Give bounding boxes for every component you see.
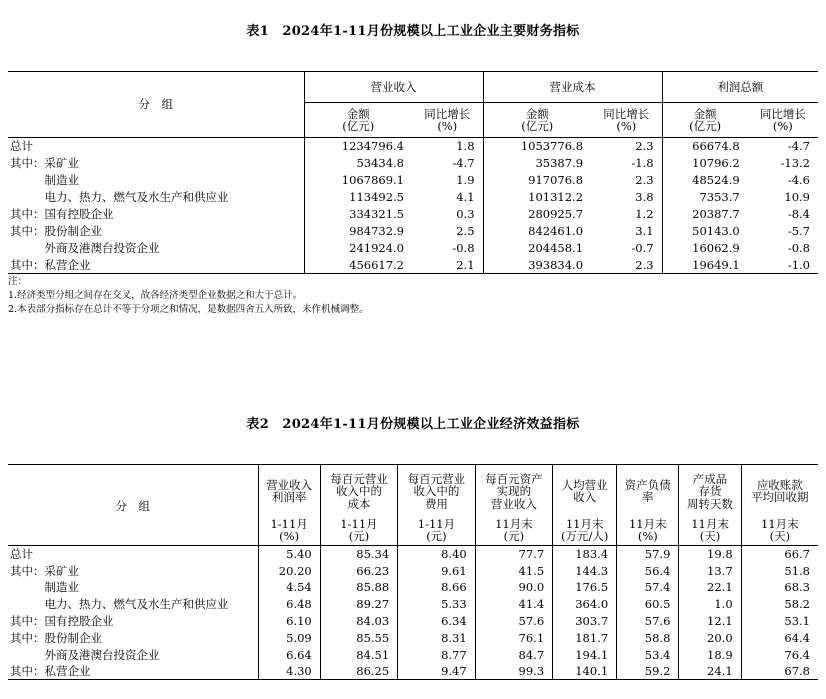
value-cell: 842461.0: [483, 223, 591, 240]
cost-header: 营业成本: [483, 72, 662, 103]
value-cell: 1.9: [456, 173, 475, 187]
indicator-header: 营业收入 利润率: [258, 465, 320, 516]
indicator-header: 资产负债 率: [617, 465, 679, 516]
value-cell: 4.1: [456, 190, 475, 204]
value-cell: 76.1: [475, 629, 552, 646]
value-cell: 57.4: [617, 579, 679, 596]
unit-subheader: 11月末 (万元/人): [553, 516, 617, 546]
value-cell: 6.34: [398, 613, 475, 630]
value-cell: 89.27: [320, 596, 397, 613]
table-row: [8, 189, 818, 206]
table-row: [8, 138, 818, 155]
value-cell: 6.10: [258, 613, 320, 630]
value-cell: 3.8: [635, 190, 654, 204]
value-cell: 16062.9: [662, 240, 748, 257]
row-label: 其中：私营企业: [8, 663, 258, 680]
value-cell: 2.5: [456, 224, 475, 238]
value-cell: -8.4: [787, 207, 810, 221]
value-cell: 2.3: [635, 173, 654, 187]
row-label: 其中：私营企业: [8, 257, 304, 274]
value-cell: 7353.7: [662, 189, 748, 206]
table1-title: 表1 2024年1-11月份规模以上工业企业主要财务指标: [246, 24, 580, 39]
value-cell: 51.8: [741, 562, 818, 579]
value-cell: 1053776.8: [483, 138, 591, 155]
value-cell: 3.1: [635, 224, 654, 238]
value-cell: 5.40: [258, 546, 320, 563]
value-cell: 20.0: [679, 629, 741, 646]
value-cell: 57.6: [617, 613, 679, 630]
value-cell: 19649.1: [662, 257, 748, 274]
value-cell: 4.30: [258, 663, 320, 680]
group-header: 分 组: [8, 465, 258, 546]
amount-subheader: 金额 (亿元): [304, 103, 412, 138]
value-cell: -0.7: [631, 241, 654, 255]
value-cell: 84.51: [320, 646, 397, 663]
value-cell: 917076.8: [483, 172, 591, 189]
value-cell: 66.23: [320, 562, 397, 579]
value-cell: 67.8: [741, 663, 818, 680]
value-cell: 140.1: [553, 663, 617, 680]
value-cell: 0.3: [456, 207, 475, 221]
value-cell: 113492.5: [304, 189, 412, 206]
value-cell: 86.25: [320, 663, 397, 680]
financial-indicators-table: [8, 71, 818, 274]
value-cell: 41.4: [475, 596, 552, 613]
value-cell: 53434.8: [304, 155, 412, 172]
value-cell: 64.4: [741, 629, 818, 646]
amount-subheader: 金额 (亿元): [662, 103, 748, 138]
value-cell: 6.48: [258, 596, 320, 613]
value-cell: 68.3: [741, 579, 818, 596]
row-label: 电力、热力、燃气及水生产和供应业: [10, 190, 229, 204]
value-cell: 984732.9: [304, 223, 412, 240]
table-row: [8, 206, 818, 223]
row-label: 外商及港澳台投资企业: [10, 241, 160, 255]
value-cell: -4.6: [787, 173, 810, 187]
value-cell: 35387.9: [483, 155, 591, 172]
value-cell: -4.7: [452, 156, 475, 170]
row-label: 总计: [10, 547, 33, 562]
growth-subheader: 同比增长 (%): [748, 103, 818, 138]
value-cell: 18.9: [679, 646, 741, 663]
value-cell: 85.34: [320, 546, 397, 563]
value-cell: 19.8: [679, 546, 741, 563]
value-cell: 58.8: [617, 629, 679, 646]
value-cell: 56.4: [617, 562, 679, 579]
row-label: 外商及港澳台投资企业: [10, 647, 160, 662]
value-cell: 2.3: [591, 257, 662, 274]
table-row: [8, 613, 818, 630]
value-cell: 241924.0: [304, 240, 412, 257]
value-cell: 144.3: [553, 562, 617, 579]
value-cell: 393834.0: [483, 257, 591, 274]
value-cell: 10796.2: [662, 155, 748, 172]
table-row: [8, 629, 818, 646]
value-cell: 194.1: [553, 646, 617, 663]
value-cell: 99.3: [475, 663, 552, 680]
value-cell: 5.09: [258, 629, 320, 646]
value-cell: 53.1: [741, 613, 818, 630]
table-row: [8, 240, 818, 257]
value-cell: 334321.5: [304, 206, 412, 223]
row-label: 电力、热力、燃气及水生产和供应业: [10, 597, 229, 612]
value-cell: 1234796.4: [304, 138, 412, 155]
indicator-header: 人均营业 收入: [553, 465, 617, 516]
efficiency-indicators-table: [8, 464, 818, 680]
unit-subheader: 11月末 (天): [679, 516, 741, 546]
value-cell: 58.2: [741, 596, 818, 613]
value-cell: 77.7: [475, 546, 552, 563]
value-cell: 48524.9: [662, 172, 748, 189]
value-cell: 5.33: [398, 596, 475, 613]
revenue-header: 营业收入: [304, 72, 483, 103]
table2-title: 表2 2024年1-11月份规模以上工业企业经济效益指标: [246, 417, 580, 432]
value-cell: 84.03: [320, 613, 397, 630]
value-cell: 57.6: [475, 613, 552, 630]
value-cell: 101312.2: [483, 189, 591, 206]
row-label: 其中：采矿业: [10, 563, 79, 578]
row-label: 其中：国有控股企业: [10, 614, 114, 629]
value-cell: 2.1: [412, 257, 483, 274]
row-label: 总计: [10, 139, 33, 154]
value-cell: 6.64: [258, 646, 320, 663]
unit-subheader: 11月末 (天): [741, 516, 818, 546]
table-row: [8, 596, 818, 613]
table-row: [8, 172, 818, 189]
value-cell: 85.55: [320, 629, 397, 646]
value-cell: 204458.1: [483, 240, 591, 257]
value-cell: 181.7: [553, 629, 617, 646]
value-cell: 22.1: [679, 579, 741, 596]
note-1: 1.经济类型分组之间存在交叉，故各经济类型企业数据之和大于总计。: [8, 290, 303, 301]
value-cell: 303.7: [553, 613, 617, 630]
unit-subheader: 1-11月 (%): [258, 516, 320, 546]
value-cell: -1.8: [631, 156, 654, 170]
row-label: 其中：采矿业: [10, 156, 79, 170]
note-2: 2.本表部分指标存在总计不等于分项之和情况，是数据四舍五入所致，未作机械调整。: [8, 304, 369, 315]
indicator-header: 每百元营业 收入中的 成本: [320, 465, 397, 516]
value-cell: 24.1: [679, 663, 741, 680]
unit-subheader: 1-11月 (元): [398, 516, 475, 546]
row-label: 制造业: [10, 173, 79, 187]
value-cell: 8.77: [398, 646, 475, 663]
growth-subheader: 同比增长 (%): [412, 103, 483, 138]
value-cell: 66.7: [741, 546, 818, 563]
value-cell: -5.7: [787, 224, 810, 238]
unit-subheader: 11月末 (%): [617, 516, 679, 546]
value-cell: 60.5: [617, 596, 679, 613]
table-row: [8, 646, 818, 663]
row-label: 其中：股份制企业: [10, 224, 102, 238]
value-cell: 85.88: [320, 579, 397, 596]
indicator-header: 产成品 存货 周转天数: [679, 465, 741, 516]
value-cell: 66674.8: [662, 138, 748, 155]
value-cell: 1.2: [635, 207, 654, 221]
value-cell: 1067869.1: [304, 172, 412, 189]
value-cell: -0.8: [452, 241, 475, 255]
value-cell: 9.47: [398, 663, 475, 680]
value-cell: 76.4: [741, 646, 818, 663]
value-cell: 57.9: [617, 546, 679, 563]
value-cell: 53.4: [617, 646, 679, 663]
table-row: [8, 257, 818, 274]
value-cell: 10.9: [784, 190, 810, 204]
row-label: 其中：国有控股企业: [10, 207, 114, 221]
table1-notes: [8, 275, 369, 317]
value-cell: 20387.7: [662, 206, 748, 223]
unit-subheader: 11月末 (元): [475, 516, 552, 546]
value-cell: 50143.0: [662, 223, 748, 240]
value-cell: 59.2: [617, 663, 679, 680]
value-cell: 280925.7: [483, 206, 591, 223]
table-row: [8, 155, 818, 172]
value-cell: 13.7: [679, 562, 741, 579]
unit-subheader: 1-11月 (元): [320, 516, 397, 546]
note-heading: 注：: [8, 276, 28, 287]
indicator-header: 应收账款 平均回收期: [741, 465, 818, 516]
table-row: [8, 562, 818, 579]
value-cell: 90.0: [475, 579, 552, 596]
value-cell: 8.40: [398, 546, 475, 563]
value-cell: 364.0: [553, 596, 617, 613]
value-cell: 41.5: [475, 562, 552, 579]
indicator-header: 每百元营业 收入中的 费用: [398, 465, 475, 516]
value-cell: 8.31: [398, 629, 475, 646]
value-cell: 1.0: [679, 596, 741, 613]
table-row: [8, 579, 818, 596]
value-cell: 2.3: [635, 139, 654, 154]
indicator-header: 每百元资产 实现的 营业收入: [475, 465, 552, 516]
value-cell: 84.7: [475, 646, 552, 663]
value-cell: 1.8: [456, 139, 475, 154]
value-cell: -0.8: [787, 241, 810, 255]
value-cell: 12.1: [679, 613, 741, 630]
value-cell: -4.7: [787, 139, 810, 154]
value-cell: -1.0: [748, 257, 818, 274]
value-cell: 9.61: [398, 562, 475, 579]
table-row: [8, 663, 818, 680]
value-cell: 8.66: [398, 579, 475, 596]
value-cell: 4.54: [258, 579, 320, 596]
table-row: [8, 546, 818, 563]
value-cell: 456617.2: [304, 257, 412, 274]
group-header: 分 组: [8, 72, 304, 138]
value-cell: 20.20: [258, 562, 320, 579]
value-cell: -13.2: [780, 156, 810, 170]
row-label: 制造业: [10, 580, 79, 595]
amount-subheader: 金额 (亿元): [483, 103, 591, 138]
growth-subheader: 同比增长 (%): [591, 103, 662, 138]
value-cell: 183.4: [553, 546, 617, 563]
value-cell: 176.5: [553, 579, 617, 596]
profit-header: 利润总额: [662, 72, 818, 103]
table-row: [8, 223, 818, 240]
row-label: 其中：股份制企业: [10, 630, 102, 645]
